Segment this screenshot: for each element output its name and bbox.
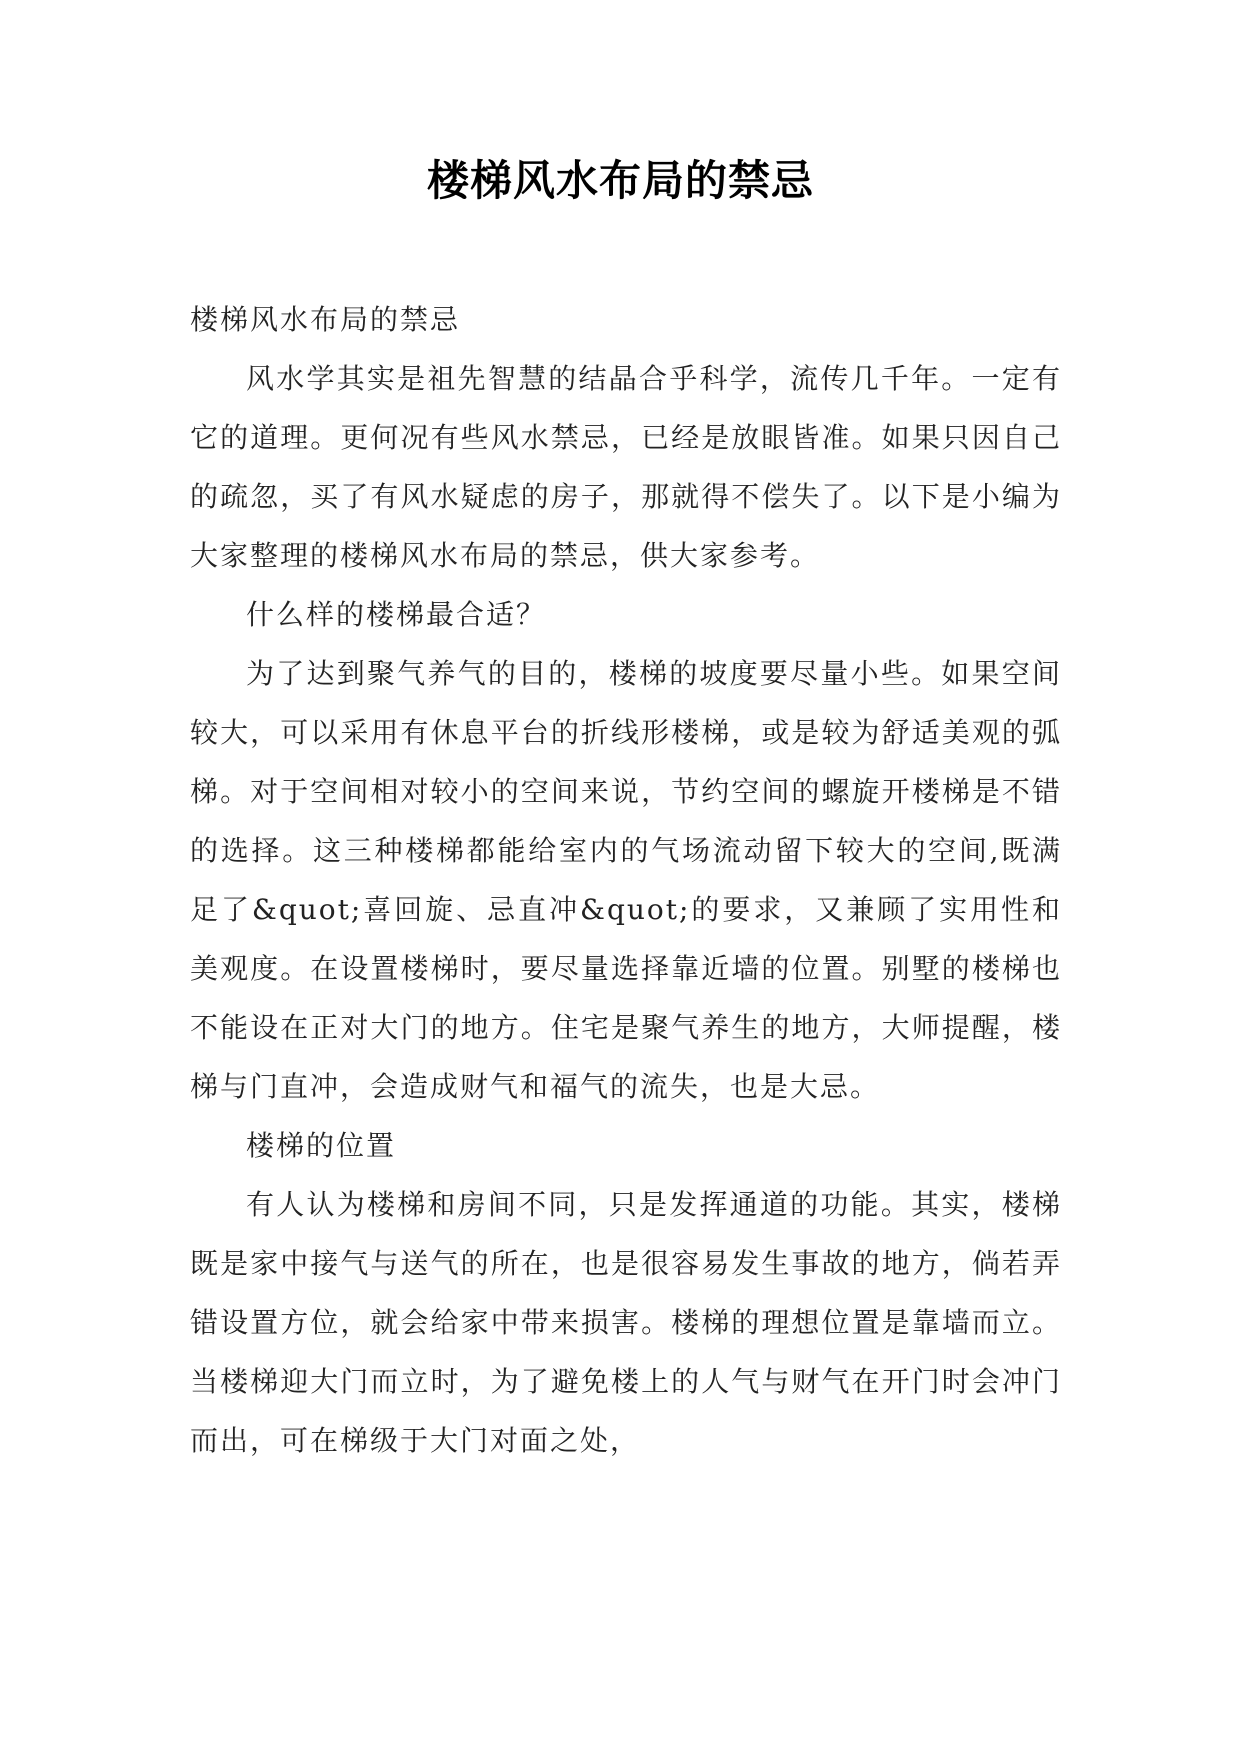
- section-heading-stair-position: 楼梯的位置: [246, 1129, 397, 1162]
- section-heading-suitable-stairs: 什么样的楼梯最合适？: [246, 598, 547, 631]
- page-title: 楼梯风水布局的禁忌: [426, 156, 814, 205]
- stair-position-paragraph: 有人认为楼梯和房间不同，只是发挥通道的功能。其实，楼梯既是家中接气与送气的所在，也是很容易发生事故的地方，倘若弄错设置方位，就会给家中带来损害。楼梯的理想位置是靠墙而立。当楼梯迎大门而立时，为了避免楼上的人气与财气在开门时会冲门而出，可在梯级于大门对面之处，: [190, 1188, 1062, 1457]
- subtitle-paragraph: 楼梯风水布局的禁忌: [190, 303, 461, 336]
- document-body: [190, 290, 1062, 1470]
- intro-paragraph: 风水学其实是祖先智慧的结晶合乎科学，流传几千年。一定有它的道理。更何况有些风水禁忌，已经是放眼皆准。如果只因自己的疏忽，买了有风水疑虑的房子，那就得不偿失了。以下是小编为大家整理的楼梯风水布局的禁忌，供大家参考。: [190, 362, 1062, 572]
- suitable-stairs-paragraph: 为了达到聚气养气的目的，楼梯的坡度要尽量小些。如果空间较大，可以采用有休息平台的折线形楼梯，或是较为舒适美观的弧梯。对于空间相对较小的空间来说，节约空间的螺旋开楼梯是不错的选择。这三种楼梯都能给室内的气场流动留下较大的空间,既满足了&quot;喜回旋、忌直冲&quot;的要求，又兼顾了实用性和美观度。在设置楼梯时，要尽量选择靠近墙的位置。别墅的楼梯也不能设在正对大门的地方。住宅是聚气养生的地方，大师提醒，楼梯与门直冲，会造成财气和福气的流失，也是大忌。: [190, 657, 1062, 1103]
